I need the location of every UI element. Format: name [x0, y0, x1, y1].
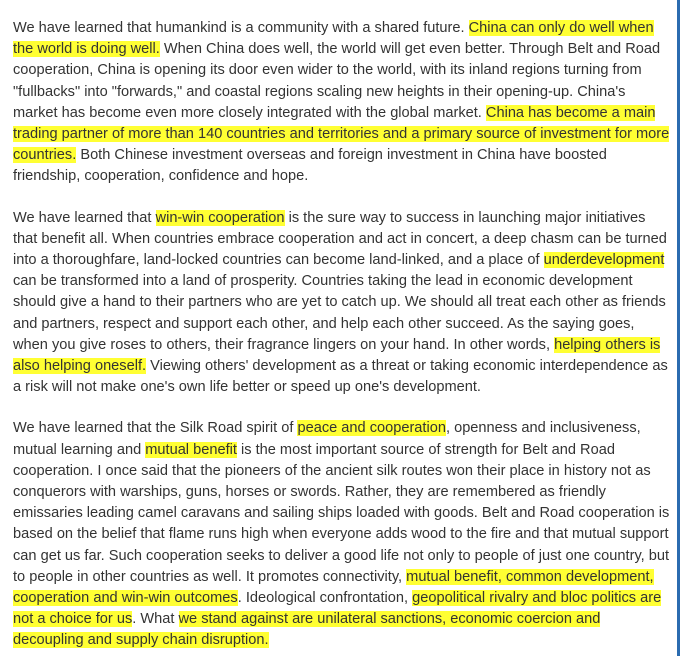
text-segment: . Ideological confrontation,	[237, 590, 413, 607]
text-segment: . What	[132, 611, 179, 628]
text-segment: We have learned that humankind is a community with a shared future.	[13, 20, 469, 36]
highlighted-text: mutual benefit	[145, 441, 237, 458]
highlighted-text: China has become a main trading partner of more than 140 countries and territories and a primary source of investment for more countries.	[13, 104, 670, 164]
highlighted-text: helping others is also helping oneself.	[13, 336, 661, 375]
text-segment: , openness and inclusiveness, mutual learning and	[13, 420, 641, 458]
highlighted-text: China can only do well when the world is doing well.	[13, 20, 654, 58]
text-segment: Viewing others' development as a threat or taking economic interdependence as a risk will not make one's own life better or speed up one's development.	[13, 358, 668, 396]
text-segment: Both Chinese investment overseas and foreign investment in China have boosted friendship, cooperation, confidence and hope.	[13, 147, 607, 185]
text-segment: is the sure way to success in launching major initiatives that benefit all. When countries embrace cooperation and act in concert, a deep chasm can be turned into a thoroughfare, land-locked countries can become land-linked, and a place of	[13, 209, 667, 269]
highlighted-text: peace and cooperation	[297, 420, 446, 437]
text-segment: We have learned that	[13, 209, 156, 226]
article-body	[13, 18, 670, 672]
paragraph-3	[13, 418, 670, 651]
highlighted-text: geopolitical rivalry and bloc politics are not a choice for us	[13, 590, 662, 628]
text-segment: We have learned that the Silk Road spirit of	[13, 420, 298, 437]
paragraph-1	[13, 18, 670, 188]
highlighted-text: mutual benefit, common development, cooperation and win-win outcomes	[13, 568, 654, 607]
highlighted-text: underdevelopment	[543, 252, 665, 269]
text-segment: is the most important source of strength for Belt and Road cooperation. I once said that the pioneers of the ancient silk routes won their place in history not as conquerors with warships, guns, horses or swords. Rather, they are remembered as friendly emissaries leading camel caravans and sailing ships loaded with goods. Belt and Road cooperation is based on the belief that flame runs high when everyone adds wood to the fire and that mutual support can get us far. Such cooperation seeks to deliver a good life not only to people of just one country, but to people in other countries as well. It promotes connectivity,	[13, 441, 670, 585]
paragraph-2	[13, 208, 670, 399]
highlighted-text: win-win cooperation	[155, 209, 285, 226]
text-segment: can be transformed into a land of prosperity. Countries taking the lead in economic development should give a hand to their partners who are yet to catch up. We should all treat each other as friends and partners, respect and support each other, and help each other succeed. As the saying goes, when you give roses to others, their fragrance lingers on your hand. In other words,	[13, 273, 666, 353]
text-segment: When China does well, the world will get even better. Through Belt and Road cooperation, China is opening its door even wider to the world, with its inland regions turning from "fullbacks" into "forwards," and coastal regions scaling new heights in their opening-up. China's market has become even more closely integrated with the global market.	[13, 41, 661, 121]
highlighted-text: we stand against are unilateral sanctions, economic coercion and decoupling and supply chain disruption.	[13, 611, 601, 649]
